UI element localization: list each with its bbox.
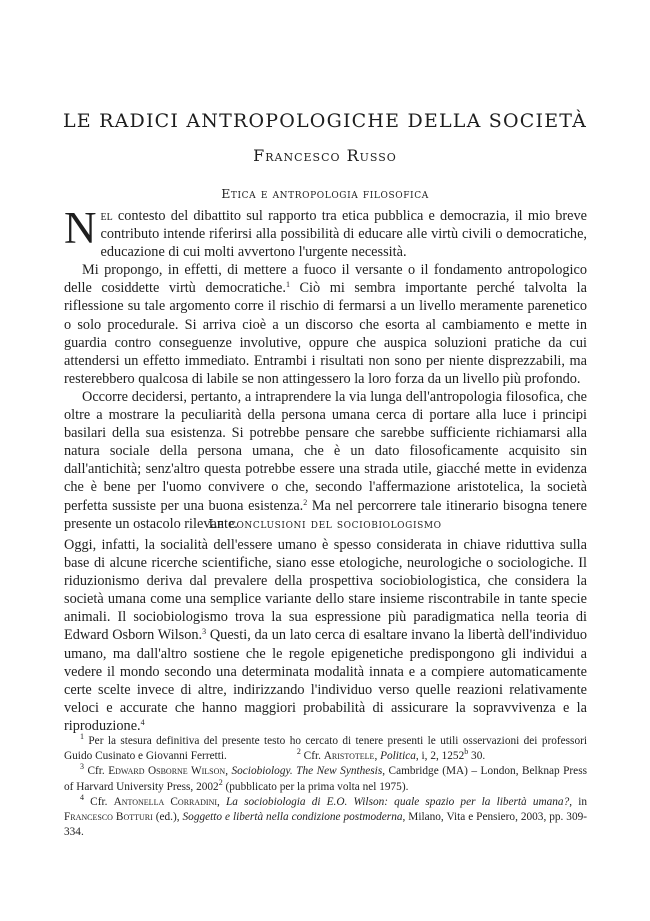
paragraph-text: contesto del dibattito sul rapporto tra etica pubblica e democrazia, il mio breve contributo intende riferirsi alla possibilità di educare alle virtù civili o democratiche, educazione di cui molti avvertono l'urgente necessità. xyxy=(100,208,587,261)
paragraph xyxy=(64,536,587,735)
paragraph-text: Ma nel percorrere tale itinerario bisogna tenere presente un ostacolo rilevante. xyxy=(64,497,587,532)
footnote-work: Politica xyxy=(380,750,416,763)
section-2-body xyxy=(64,536,587,735)
footnote-text: , xyxy=(217,795,226,808)
footnote-text: , Cambridge (MA) – London, Belknap Press of Harvard University Press, 2002 xyxy=(64,765,587,793)
footnote-text: , i, 2, 1252 xyxy=(415,750,465,763)
footnote-text: , xyxy=(225,765,232,778)
footnote-ref[interactable]: 3 xyxy=(202,627,207,637)
paragraph-text: Oggi, infatti, la socialità dell'essere umano è spesso considerata in chiave riduttiva sulla base di alcune ricerche scientifiche, siano esse etologiche, neurologiche o sociologiche. Il riduzionismo deriva dal prevalere della prospettiva sociobiologistica, che considera la società umana come una semplice variante dello stare insieme riscontrabile in tante specie animali. Il sociobiologismo trova la sua espressione più paradigmatica nella teoria di Edward Osborn Wilson. xyxy=(64,537,587,644)
footnote-text: 30. xyxy=(468,750,486,763)
footnote-ref[interactable]: 2 xyxy=(303,497,308,507)
footnote-text: , Milano, Vita e Pensiero, 2003, pp. 309-334. xyxy=(64,811,588,839)
footnote-3 xyxy=(64,764,587,794)
footnote-editor: Francesco Botturi xyxy=(64,811,153,824)
footnote-work: La sociobiologia di E.O. Wilson: quale spazio per la libertà umana? xyxy=(226,795,570,808)
section-heading-2: Le conclusioni del sociobiologismo xyxy=(208,516,442,531)
section-heading-1: Etica e antropologia filosofica xyxy=(221,186,429,201)
footnote-work: Soggetto e libertà nella condizione postmoderna xyxy=(182,811,403,824)
footnote-text: Cfr. xyxy=(303,750,324,763)
footnote-number: 1 xyxy=(80,732,84,741)
footnote-text: Cfr. xyxy=(90,795,114,808)
footnote-author: Edward Osborne Wilson xyxy=(108,765,226,778)
footnote-work: Sociobiology. The New Synthesis xyxy=(231,765,383,778)
footnote-number: 4 xyxy=(80,792,84,802)
footnote-author: Antonella Corradini xyxy=(113,795,218,808)
article-author: Francesco Russo xyxy=(253,146,397,165)
footnote-author: Aristotele xyxy=(323,750,375,763)
paragraph xyxy=(64,261,587,388)
footnote-text: , in xyxy=(569,795,587,808)
footnote-4 xyxy=(64,792,588,841)
footnote-number: 3 xyxy=(80,762,84,772)
footnote-text: , xyxy=(374,750,381,763)
section-1-body xyxy=(64,203,588,533)
footnotes xyxy=(64,734,587,840)
paragraph-text: Ciò mi sembra importante perché talvolta la riflessione su tale argomento corre il rischio di fermarsi a un livello meramente parenetico o solo procedurale. Si arriva cioè a un discorso che esorta al cambiamento e mette in guardia contro conseguenze involutive, oppure che auspica soluzioni pratiche da cui attendersi un effetto immediato. Entrambi i risultati non sono per niente disprezzabili, ma resterebbero qualcosa di labile se non attingessero la loro forza da un livello più profondo. xyxy=(64,280,588,387)
paragraph-text: Questi, da un lato cerca di esaltare invano la libertà dell'individuo umano, ma dall'altro sostiene che le regole epigenetiche predispongono gli individui a vedere il mondo secondo una determinata modalità innata e a compiere automaticamente certe scelte invece di altre, indirizzando l'individuo verso quelle reazioni relativamente veloci e accurate che hanno maggiori probabilità di assicurare la sopravvivenza e la riproduzione. xyxy=(64,627,587,734)
drop-cap: N xyxy=(64,203,97,253)
article-title: LE RADICI ANTROPOLOGICHE DELLA SOCIETÀ xyxy=(62,110,588,132)
footnote-number: 2 xyxy=(296,747,301,757)
footnote-text: (ed.), xyxy=(152,811,183,824)
footnote-ref[interactable]: 4 xyxy=(140,717,145,727)
footnote-text: Cfr. xyxy=(87,765,109,778)
footnote-text: b xyxy=(464,747,469,757)
footnote-ref[interactable]: 1 xyxy=(285,280,290,290)
paragraph xyxy=(64,388,587,533)
footnote-text: (pubblicato per la prima volta nel 1975). xyxy=(222,780,409,793)
footnote-text: Per la stesura definitiva del presente testo ho cercato di tenere presenti le utili osservazioni dei professori Guido Cusinato e Giovanni Ferretti. xyxy=(64,735,587,763)
footnote-1 xyxy=(64,734,587,764)
paragraph-text: Mi propongo, in effetti, di mettere a fuoco il versante o il fondamento antropologico delle cosiddette virtù democratiche. xyxy=(64,262,587,297)
lead-in: el xyxy=(100,208,113,224)
paragraph xyxy=(64,203,587,261)
paragraph-text: Occorre decidersi, pertanto, a intraprendere la via lunga dell'antropologia filosofica, che oltre a mostrare la peculiarità della persona umana cerca di portare alla luce i principi basilari della sua esistenza. Si potrebbe pensare che sarebbe sufficiente richiamarsi alla natura sociale della persona umana, che è un dato filosoficamente acquisito sin dall'antichità; senz'altro questa potrebbe essere una strada utile, giacché mette in evidenza che è bene per l'uomo convivere o che, secondo l'affermazione aristotelica, la società perfetta sussiste per una buona esistenza. xyxy=(64,388,587,514)
footnote-text: 2 xyxy=(218,777,223,787)
